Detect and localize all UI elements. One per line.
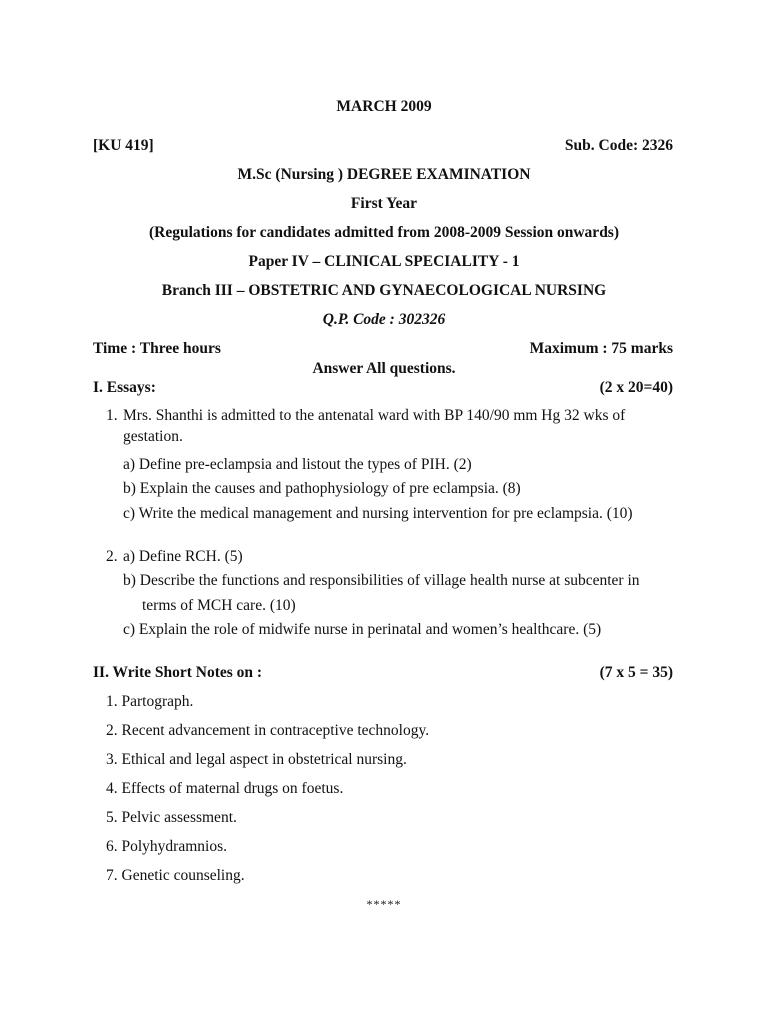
maximum-marks: Maximum : 75 marks — [529, 340, 673, 357]
short-note-item: 5. Pelvic assessment. — [106, 809, 237, 826]
q1-part-a: a) Define pre-eclampsia and listout the types of PIH. (2) — [123, 456, 472, 473]
short-note-item: 3. Ethical and legal aspect in obstetrical nursing. — [106, 751, 407, 768]
exam-date: MARCH 2009 — [336, 98, 432, 115]
exam-year: First Year — [350, 195, 418, 212]
q2-part-a: a) Define RCH. (5) — [123, 548, 243, 565]
short-note-item: 4. Effects of maternal drugs on foetus. — [106, 780, 344, 797]
section1-title: I. Essays: — [93, 379, 156, 396]
section2-title: II. Write Short Notes on : — [93, 664, 263, 681]
qp-code: Q.P. Code : 302326 — [322, 311, 446, 328]
q2-number: 2. — [106, 548, 118, 565]
regulations-note: (Regulations for candidates admitted from 2008-2009 Session onwards) — [148, 224, 620, 241]
end-of-paper-mark: ***** — [366, 897, 402, 911]
short-note-item: 7. Genetic counseling. — [106, 867, 245, 884]
q2-part-c: c) Explain the role of midwife nurse in perinatal and women’s healthcare. (5) — [123, 621, 602, 638]
section2-marks: (7 x 5 = 35) — [599, 664, 673, 681]
q1-text-line1: Mrs. Shanthi is admitted to the antenatal ward with BP 140/90 mm Hg 32 wks of — [123, 407, 626, 424]
ku-code: [KU 419] — [93, 137, 154, 154]
branch-title: Branch III – OBSTETRIC AND GYNAECOLOGICAL NURSING — [161, 282, 607, 299]
short-note-item: 2. Recent advancement in contraceptive technology. — [106, 722, 430, 739]
section1-marks: (2 x 20=40) — [599, 379, 673, 396]
q1-number: 1. — [106, 407, 118, 424]
instruction: Answer All questions. — [312, 360, 456, 377]
sub-code: Sub. Code: 2326 — [564, 137, 673, 154]
q2-part-b-line1: b) Describe the functions and responsibilities of village health nurse at subcenter in — [123, 572, 640, 589]
q1-part-c: c) Write the medical management and nursing intervention for pre eclampsia. (10) — [123, 505, 633, 522]
paper-title: Paper IV – CLINICAL SPECIALITY - 1 — [248, 253, 520, 270]
short-note-item: 1. Partograph. — [106, 693, 194, 710]
time-allowed: Time : Three hours — [93, 340, 221, 357]
exam-title: M.Sc (Nursing ) DEGREE EXAMINATION — [237, 166, 531, 183]
short-note-item: 6. Polyhydramnios. — [106, 838, 227, 855]
q1-part-b: b) Explain the causes and pathophysiology of pre eclampsia. (8) — [123, 480, 521, 497]
q2-part-b-line2: terms of MCH care. (10) — [142, 597, 296, 614]
q1-text-line2: gestation. — [123, 428, 183, 445]
